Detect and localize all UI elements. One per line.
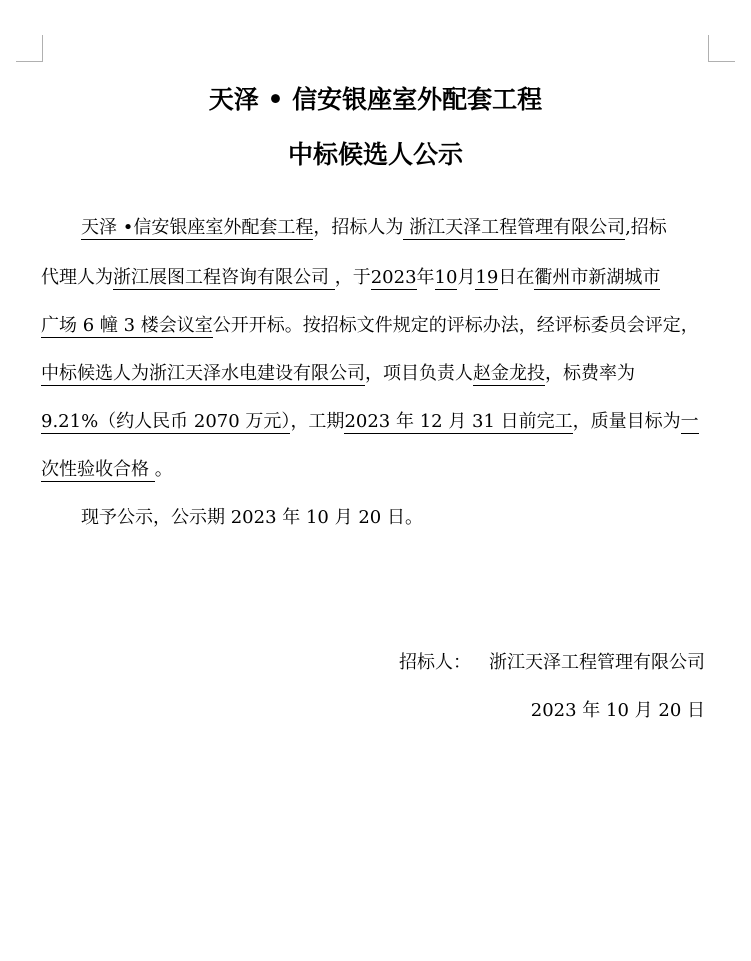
text: 。 (154, 459, 173, 480)
open-day: 19 (475, 267, 499, 288)
signature-date: 2023 年 10 月 20 日 (530, 700, 705, 721)
project-manager: 赵金龙投 (473, 363, 545, 384)
document-title: 天泽 • 信安银座室外配套工程 (208, 85, 543, 114)
paragraph-line-1 (81, 215, 667, 241)
agent-name: 浙江展图工程咨询有限公司 (113, 267, 335, 288)
open-month: 10 (434, 267, 458, 288)
tenderer-name: 浙江天泽工程管理有限公司 (403, 217, 626, 238)
paragraph-line-3 (41, 313, 699, 339)
quality-target-cont: 次性验收合格 (41, 459, 155, 480)
notice-line: 现予公示，公示期 2023 年 10 月 20 日。 (81, 507, 423, 528)
open-place-cont: 广场 6 幢 3 楼会议室 (41, 315, 213, 336)
paragraph-line-6 (41, 457, 173, 483)
project-name: 天泽 •信安银座室外配套工程 (81, 217, 314, 238)
construction-period: 2023 年 12 月 31 日前完工 (344, 411, 573, 432)
paragraph-line-4 (41, 361, 635, 387)
margin-mark-top-right (708, 35, 735, 62)
candidate-name: 中标候选人为浙江天泽水电建设有限公司 (41, 363, 365, 384)
text: ，质量目标为 (572, 411, 681, 432)
signature-line (399, 648, 705, 674)
text: ，于 (334, 267, 371, 288)
text: 代理人为 (41, 267, 113, 288)
fee-rate: 9.21%（约人民币 2070 万元） (41, 411, 291, 432)
text: ,招标 (625, 217, 667, 238)
open-place: 衢州市新湖城市 (534, 267, 661, 288)
paragraph-line-5 (41, 409, 699, 435)
text: ，招标人为 (313, 217, 404, 238)
text: 月 (457, 267, 476, 288)
signature-label: 招标人： (399, 652, 471, 673)
open-year: 2023 (370, 267, 417, 288)
paragraph-line-2 (41, 265, 660, 291)
text: 年 (416, 267, 435, 288)
text: ，工期 (290, 411, 345, 432)
text: 公开开标。按招标文件规定的评标办法，经评标委员会评定， (212, 315, 699, 336)
quality-target: 一 (680, 411, 699, 432)
signature-name: 浙江天泽工程管理有限公司 (489, 652, 705, 673)
document-subtitle: 中标候选人公示 (287, 140, 463, 169)
text: 日在 (498, 267, 535, 288)
text: ，标费率为 (545, 363, 635, 384)
text: ，项目负责人 (365, 363, 473, 384)
margin-mark-top-left (16, 35, 43, 62)
